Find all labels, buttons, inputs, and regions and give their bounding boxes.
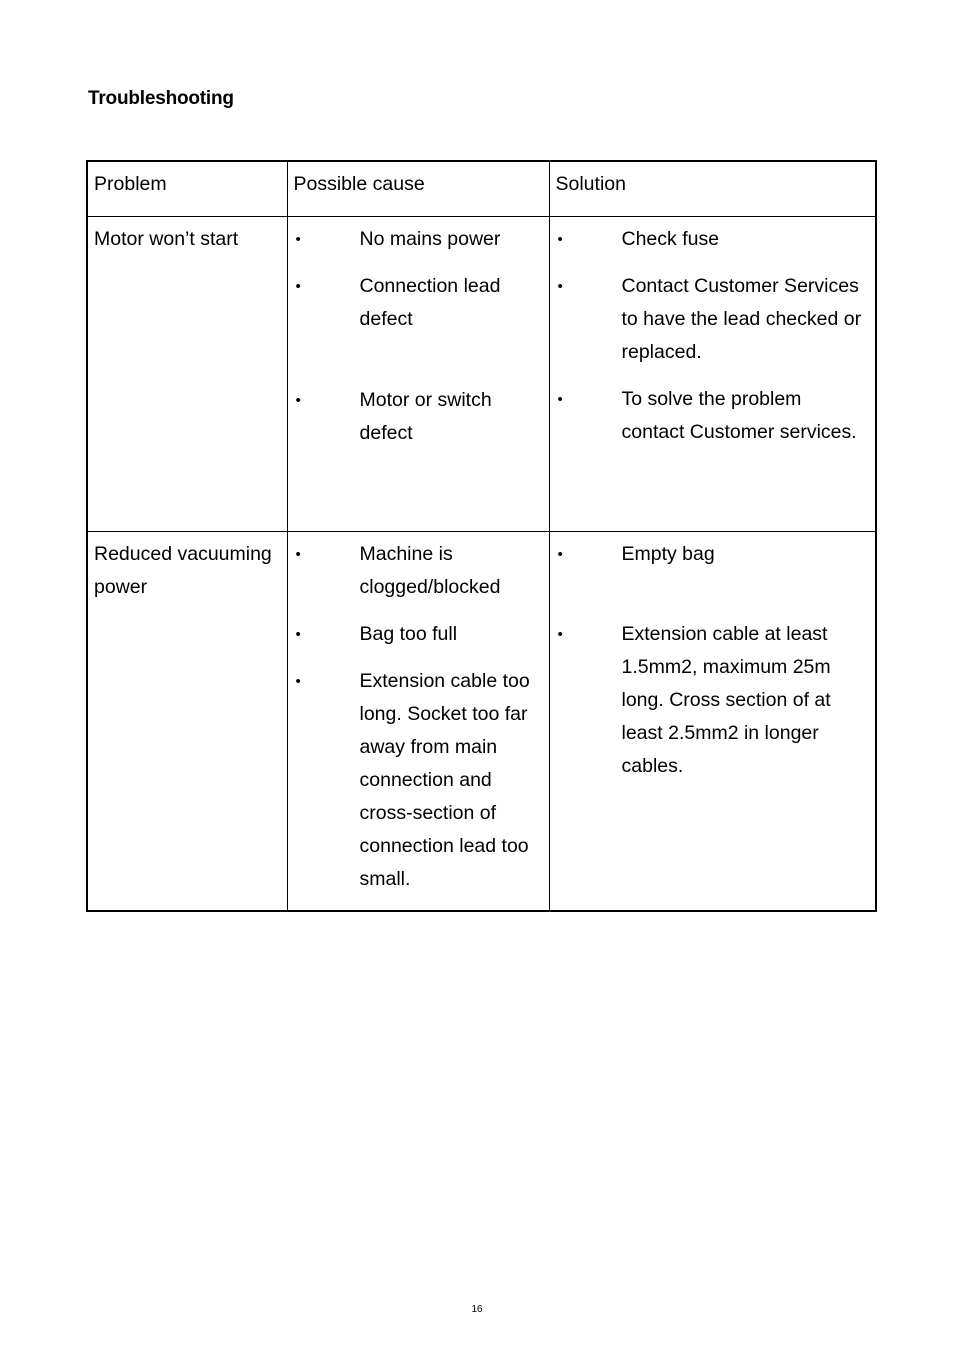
bullet-icon: • — [557, 626, 563, 643]
bullet-icon: • — [295, 231, 301, 248]
list-item — [294, 665, 543, 896]
cause-text: No mains power — [359, 228, 501, 250]
list-item — [294, 270, 543, 336]
bullet-icon: • — [295, 392, 301, 409]
troubleshooting-table — [86, 160, 877, 912]
list-item — [294, 618, 543, 651]
list-item — [294, 223, 543, 256]
bullet-icon: • — [557, 231, 563, 248]
list-item — [556, 383, 870, 449]
cause-cell — [287, 532, 549, 912]
list-item — [556, 270, 870, 369]
solution-text: To solve the problem contact Customer services. — [621, 388, 857, 443]
solution-text: Empty bag — [621, 543, 715, 565]
header-possible-cause: Possible cause — [287, 161, 549, 217]
solution-cell — [549, 532, 876, 912]
bullet-icon: • — [295, 278, 301, 295]
bullet-icon: • — [295, 546, 301, 563]
list-item — [556, 618, 870, 783]
cause-text: Motor or switch defect — [359, 389, 492, 444]
solution-text: Check fuse — [621, 228, 720, 250]
cause-text: Extension cable too long. Socket too far away from main connection and cross-section of connection lead too small. — [359, 670, 530, 890]
solution-text: Extension cable at least 1.5mm2, maximum 25m long. Cross section of at least 2.5mm2 in longer cables. — [621, 623, 831, 777]
list-item — [294, 384, 543, 450]
table-header-row — [87, 161, 876, 217]
problem-cell — [87, 217, 287, 532]
bullet-icon: • — [557, 391, 563, 408]
solution-cell — [549, 217, 876, 532]
cause-text: Machine is clogged/blocked — [359, 543, 501, 598]
table-row — [87, 532, 876, 912]
bullet-icon: • — [557, 278, 563, 295]
problem-cell — [87, 532, 287, 912]
header-problem: Problem — [87, 161, 287, 217]
solution-text: Contact Customer Services to have the lead checked or replaced. — [621, 275, 862, 363]
cause-text: Bag too full — [359, 623, 458, 645]
list-item — [294, 538, 543, 604]
bullet-icon: • — [295, 673, 301, 690]
cause-text: Connection lead defect — [359, 275, 501, 330]
bullet-icon: • — [557, 546, 563, 563]
problem-text: Reduced vacuuming power — [94, 543, 272, 598]
header-solution: Solution — [549, 161, 876, 217]
problem-text: Motor won’t start — [94, 228, 239, 250]
table-row — [87, 217, 876, 532]
list-item — [556, 538, 870, 571]
page-title: Troubleshooting — [88, 88, 234, 109]
cause-cell — [287, 217, 549, 532]
bullet-icon: • — [295, 626, 301, 643]
list-item — [556, 223, 870, 256]
page-number: 16 — [471, 1304, 483, 1315]
